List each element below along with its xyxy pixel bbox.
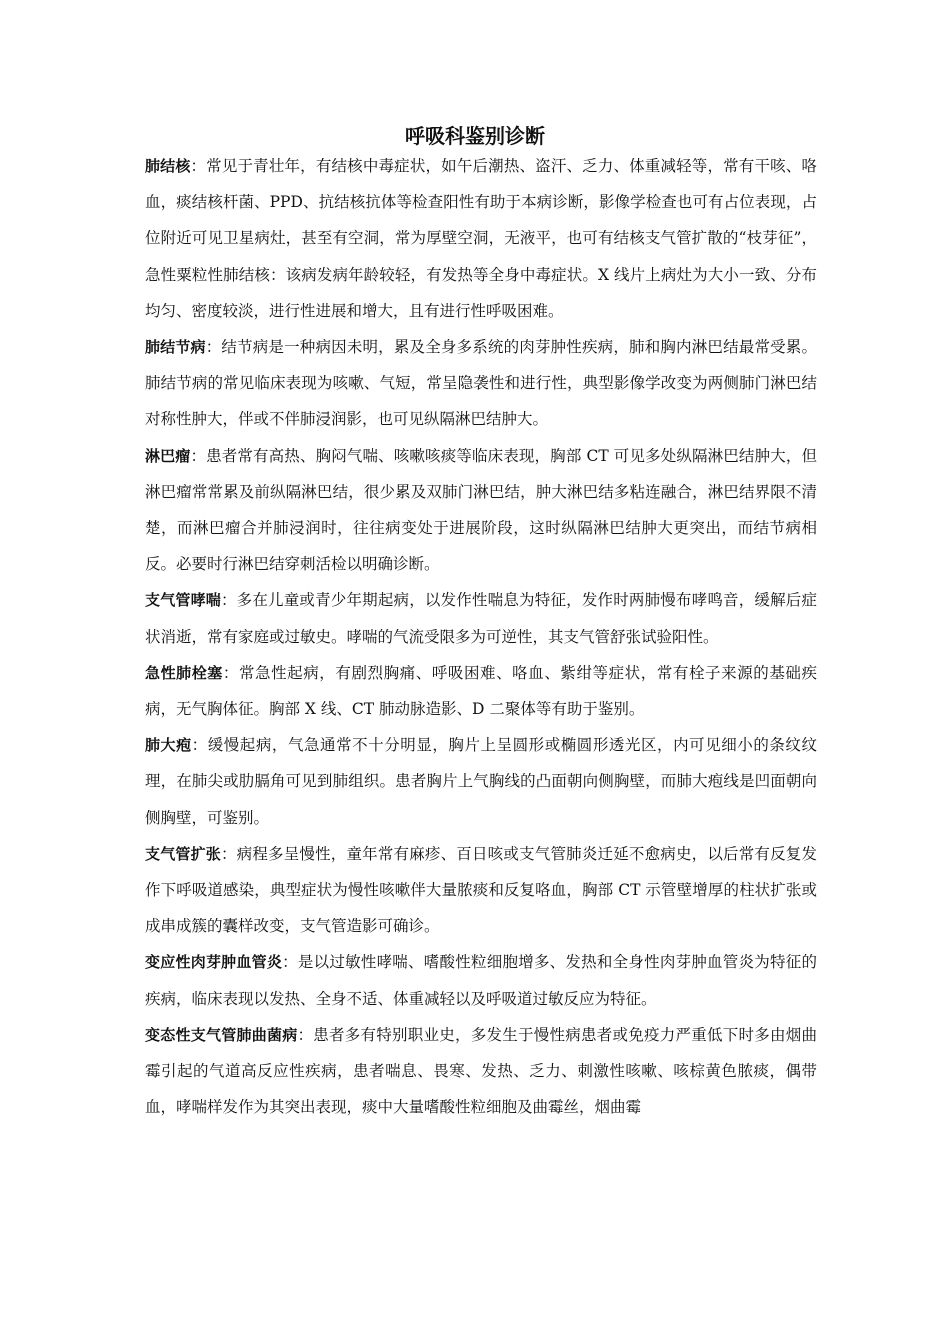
section-term: 变态性支气管肺曲菌病 [145, 1025, 298, 1044]
section-text: ：病程多呈慢性，童年常有麻疹、百日咳或支气管肺炎迁延不愈病史，以后常有反复发作下呼吸道感染，典型症状为慢性咳嗽伴大量脓痰和反复咯血，胸部 CT 示管壁增厚的柱状扩张或成串成簇的囊样改变，支气管造影可确诊。 [145, 844, 817, 936]
section-bulla [145, 727, 817, 836]
section-term: 支气管哮喘 [145, 591, 221, 610]
section-text: ：常急性起病，有剧烈胸痛、呼吸困难、咯血、紫绀等症状，常有栓子来源的基础疾病，无气胸体征。胸部 X 线、CT 肺动脉造影、D 二聚体等有助于鉴别。 [145, 663, 817, 719]
document-body [145, 148, 817, 1125]
section-pulmonary-embolism [145, 655, 817, 727]
section-text: ：患者常有高热、胸闷气喘、咳嗽咳痰等临床表现，胸部 CT 可见多处纵隔淋巴结肿大，但淋巴瘤常常累及前纵隔淋巴结，很少累及双肺门淋巴结，肿大淋巴结多粘连融合，淋巴结界限不清楚，而淋巴瘤合并肺浸润时，往往病变处于进展阶段，这时纵隔淋巴结肿大更突出，而结节病相反。必要时行淋巴结穿刺活检以明确诊断。 [145, 446, 817, 574]
section-sarcoidosis [145, 329, 817, 438]
section-asthma [145, 582, 817, 654]
section-text: ：缓慢起病，气急通常不十分明显，胸片上呈圆形或椭圆形透光区，内可见细小的条纹纹理，在肺尖或肋膈角可见到肺组织。患者胸片上气胸线的凸面朝向侧胸壁，而肺大疱线是凹面朝向侧胸壁，可鉴别。 [145, 736, 817, 827]
section-tuberculosis [145, 148, 817, 329]
section-text: ：多在儿童或青少年期起病，以发作性喘息为特征，发作时两肺慢布哮鸣音，缓解后症状消逝，常有家庭或过敏史。哮喘的气流受限多为可逆性，其支气管舒张试验阳性。 [145, 591, 817, 646]
section-text: ：患者多有特别职业史，多发生于慢性病患者或免疫力严重低下时多由烟曲霉引起的气道高反应性疾病，患者喘息、畏寒、发热、乏力、刺激性咳嗽、咳棕黄色脓痰，偶带血，哮喘样发作为其突出表现，痰中大量嗜酸性粒细胞及曲霉丝，烟曲霉 [145, 1025, 817, 1117]
section-term: 肺结核 [145, 157, 191, 175]
section-lymphoma [145, 438, 817, 583]
section-term: 变应性肉芽肿血管炎 [145, 953, 283, 972]
section-granulomatous-vasculitis [145, 944, 817, 1016]
page-title: 呼吸科鉴别诊断 [405, 124, 545, 148]
section-text: ：常见于青壮年，有结核中毒症状，如午后潮热、盗汗、乏力、体重减轻等，常有干咳、咯血，痰结核杆菌、PPD、抗结核抗体等检查阳性有助于本病诊断，影像学检查也可有占位表现，占位附近可见卫星病灶，甚至有空洞，常为厚壁空洞，无液平，也可有结核支气管扩散的“枝芽征”， 急性粟粒性肺结核：该病发病年龄较轻，有发热等全身中毒症状。X 线片上病灶为大小一致、分布均匀、密度较淡，进行性进展和增大，且有进行性呼吸困难。 [145, 157, 817, 320]
section-term: 肺大疱 [145, 736, 192, 755]
section-term: 淋巴瘤 [145, 446, 191, 465]
section-term: 支气管扩张 [145, 844, 221, 863]
section-text: ：是以过敏性哮喘、嗜酸性粒细胞增多、发热和全身性肉芽肿血管炎为特征的疾病，临床表现以发热、全身不适、体重减轻以及呼吸道过敏反应为特征。 [145, 953, 817, 1008]
section-term: 急性肺栓塞 [145, 663, 223, 682]
section-term: 肺结节病 [145, 338, 206, 357]
section-bronchiectasis [145, 836, 817, 945]
section-text: ：结节病是一种病因未明，累及全身多系统的肉芽肿性疾病，肺和胸内淋巴结最常受累。肺结节病的常见临床表现为咳嗽、气短，常呈隐袭性和进行性，典型影像学改变为两侧肺门淋巴结对称性肿大，伴或不伴肺浸润影，也可见纵隔淋巴结肿大。 [145, 338, 817, 429]
section-aspergillosis [145, 1017, 817, 1126]
